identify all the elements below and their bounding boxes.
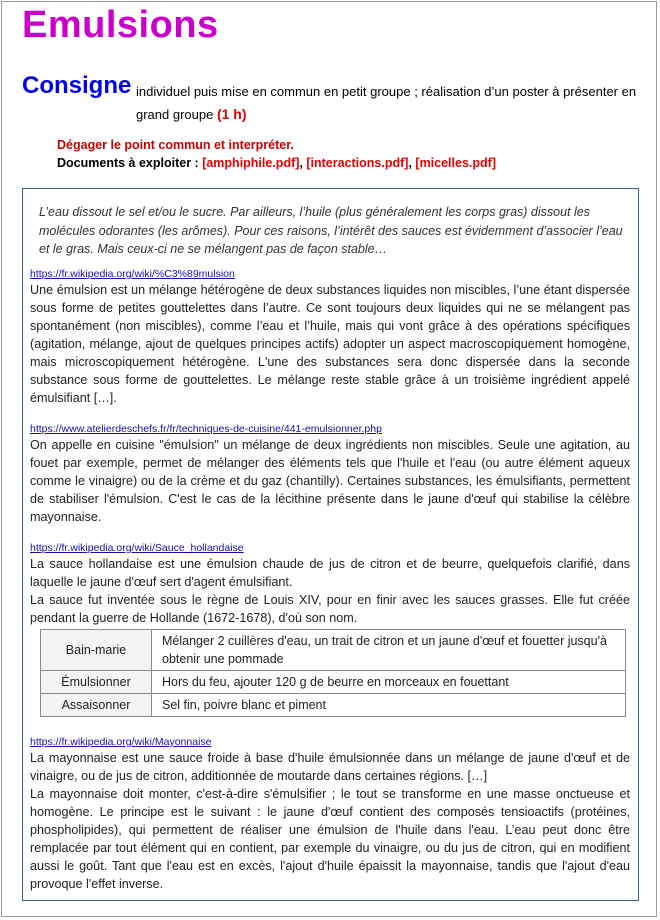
paragraph: La mayonnaise doit monter, c'est-à-dire s'émulsifier ; le tout se transforme en une masse onctueuse et homogène. Le principe est le suivant : le jaune d'œuf contient des composés tensioactifs (protéines, phospholipides), qui permettent de réaliser une émulsion de l'huile dans l'eau. L’eau peut donc être remplacée par tout élément qui en contient, par exemple du vinaigre, ou du jus de citron, qui en modifient aussi le goût. Tant que l'eau est en excès, l'ajout d'huile épaissit la mayonnaise, tandis que l'ajout d'eau provoque l'effet inverse.: [30, 787, 630, 891]
instruction-line: Dégager le point commun et interpréter.: [57, 138, 294, 152]
source-link[interactable]: https://fr.wikipedia.org/wiki/Mayonnaise: [30, 736, 212, 748]
instructions: [57, 136, 496, 172]
paragraph: Une émulsion est un mélange hétérogène de deux substances liquides non miscibles, l’une étant dispersée sous forme de petites gouttelettes dans l’autre. Ce sont toujours deux liquides qui ne se mélangent pas spontanément (non miscibles), comme l’eau et l’huile, mais qui vont grâce à des opérations spécifiques (agitation, mélange, ajout de quelques principes actifs) adopter un aspect macroscopiquement homogène, mais microscopiquement hétérogène. L'une des substances sera donc dispersée dans la seconde substance sous forme de gouttelettes. Le mélange reste stable grâce à un troisième ingrédient appelé émulsifiant […].: [30, 283, 630, 405]
intro-text: L’eau dissout le sel et/ou le sucre. Par ailleurs, l’huile (plus généralement les corps gras) dissout les molécules odorantes (les arômes). Pour ces raisons, l’intérêt des sauces est évidemment d’associer l’eau et le gras. Mais ceux-ci ne se mélangent pas de façon stable…: [39, 205, 623, 256]
source-link[interactable]: https://fr.wikipedia.org/wiki/%C3%89mulsion: [30, 268, 235, 280]
section-emulsion: [30, 267, 630, 407]
document-page: [1, 1, 657, 917]
table-cell-step: Bain-marie: [41, 630, 152, 671]
paragraph: On appelle en cuisine "émulsion" un mélange de deux ingrédients non miscibles. Seule une agitation, au fouet par exemple, permet de mélanger des éléments tels que l'huile et l'eau (ou autre élément aqueux comme le vinaigre) ou de la crème et du gaz (chantilly). Certaines substances, les émulsifiants, permettent de stabiliser l'émulsion. C'est le cas de la lécithine présente dans le jaune d'œuf qui stabilise la célèbre mayonnaise.: [30, 438, 630, 524]
table-cell-desc: Hors du feu, ajouter 120 g de beurre en morceaux en fouettant: [152, 671, 626, 694]
table-cell-desc: Mélanger 2 cuillères d'eau, un trait de citron et un jaune d'œuf et fouetter jusqu'à obtenir une pommade: [152, 630, 626, 671]
paragraph: La mayonnaise est une sauce froide à base d'huile émulsionnée dans un mélange de jaune d'œuf et de vinaigre, ou de jus de citron, additionnée de moutarde dans certaines régions. […]: [30, 751, 630, 783]
table-cell-step: Émulsionner: [41, 671, 152, 694]
table-row: [41, 630, 626, 671]
consigne-text: [136, 81, 646, 126]
table-row: [41, 671, 626, 694]
doc-link-micelles[interactable]: [micelles.pdf]: [415, 156, 496, 170]
source-link[interactable]: https://www.atelierdeschefs.fr/fr/techniques-de-cuisine/441-emulsionner.php: [30, 423, 382, 435]
paragraph: La sauce hollandaise est une émulsion chaude de jus de citron et de beurre, quelquefois clarifié, dans laquelle le jaune d'œuf sert d'agent émulsifiant.: [30, 557, 630, 589]
section-hollandaise: [30, 541, 630, 717]
doc-link-interactions[interactable]: [interactions.pdf]: [306, 156, 409, 170]
source-link[interactable]: https://fr.wikipedia.org/wiki/Sauce_hollandaise: [30, 542, 244, 554]
table-cell-desc: Sel fin, poivre blanc et piment: [152, 694, 626, 717]
consigne-description: individuel puis mise en commun en petit groupe ; réalisation d’un poster à présenter en grand groupe: [136, 84, 637, 122]
consigne-label: Consigne: [22, 72, 132, 99]
recipe-table: [40, 629, 626, 717]
table-cell-step: Assaisonner: [41, 694, 152, 717]
table-row: [41, 694, 626, 717]
doc-link-amphiphile[interactable]: [amphiphile.pdf]: [202, 156, 300, 170]
duration: (1 h): [216, 106, 247, 122]
page-title: Emulsions: [22, 4, 219, 46]
documents-label: Documents à exploiter :: [57, 156, 199, 170]
documents-box: [22, 188, 639, 901]
paragraph: La sauce fut inventée sous le règne de Louis XIV, pour en finir avec les sauces grasses. Elle fut créée pendant la guerre de Hollande (1672-1678), d'où son nom.: [30, 593, 630, 625]
section-mayonnaise: [30, 735, 630, 893]
section-atelier: [30, 422, 630, 526]
documents-line: Documents à exploiter : [amphiphile.pdf], [interactions.pdf], [micelles.pdf]: [57, 156, 496, 170]
